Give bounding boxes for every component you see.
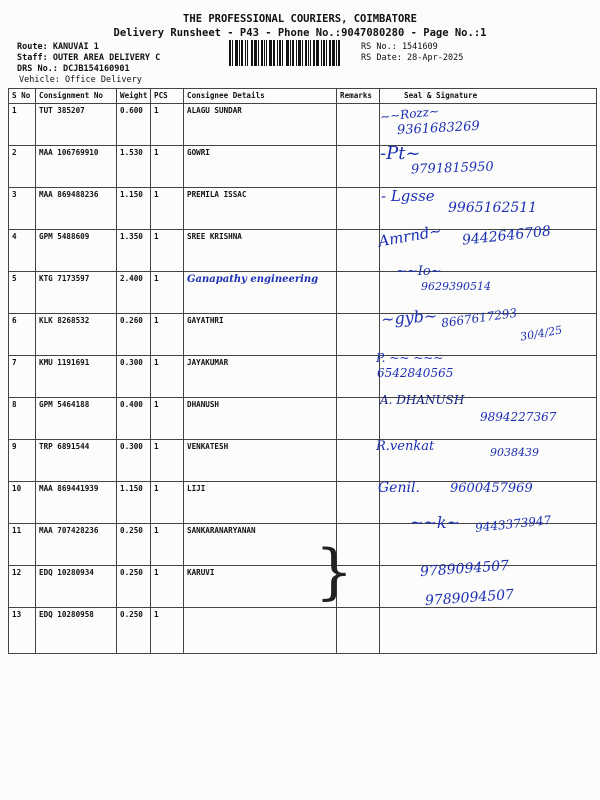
remarks-cell <box>337 608 380 654</box>
pcs-cell: 1 <box>151 482 184 524</box>
remarks-cell <box>337 188 380 230</box>
remarks-cell <box>337 482 380 524</box>
signature-date: 30/4/25 <box>519 323 564 344</box>
signature-mark: Amrnd~ <box>376 221 444 251</box>
consignee-cell: DHANUSH <box>184 398 337 440</box>
pcs-cell: 1 <box>151 314 184 356</box>
consignment-cell: MAA 869441939 <box>36 482 117 524</box>
consignment-cell: KLK 8268532 <box>36 314 117 356</box>
runsheet-subtitle: Delivery Runsheet - P43 - Phone No.:9047080280 - Page No.:1 <box>113 27 487 39</box>
remarks-cell <box>337 398 380 440</box>
signature-mark: P. ~~ ~~~ <box>376 351 444 365</box>
weight-cell: 0.260 <box>117 314 151 356</box>
table-row <box>9 356 597 398</box>
weight-cell: 0.250 <box>117 524 151 566</box>
col-consignee: Consignee Details <box>184 89 337 104</box>
weight-cell: 1.150 <box>117 482 151 524</box>
signature-mark: ~gyb~ <box>380 306 438 329</box>
col-signature: Seal & Signature <box>380 89 597 104</box>
signature-name: A. DHANUSH <box>380 393 465 407</box>
signature-name: R.venkat <box>376 439 435 454</box>
signature-mark: ~~Rozz~ <box>379 103 440 125</box>
sno-cell: 1 <box>9 104 36 146</box>
consignment-cell: TRP 6891544 <box>36 440 117 482</box>
table-row <box>9 104 597 146</box>
sno-cell: 3 <box>9 188 36 230</box>
consignment-cell: GPM 5464188 <box>36 398 117 440</box>
signature-mark: ~~k~ <box>410 513 460 532</box>
pcs-cell: 1 <box>151 566 184 608</box>
rs-date: RS Date: 28-Apr-2025 <box>361 53 464 63</box>
col-consignment: Consignment No <box>36 89 117 104</box>
signature-mark: ~~Io~ <box>396 264 442 279</box>
weight-cell: 2.400 <box>117 272 151 314</box>
remarks-cell <box>337 314 380 356</box>
drs-label: DRS No.: DCJB154160901 <box>17 64 130 74</box>
sno-cell: 2 <box>9 146 36 188</box>
weight-cell: 1.150 <box>117 188 151 230</box>
pcs-cell: 1 <box>151 230 184 272</box>
remarks-cell <box>337 146 380 188</box>
pcs-cell: 1 <box>151 146 184 188</box>
consignment-cell: MAA 106769910 <box>36 146 117 188</box>
vehicle-label: Vehicle: Office Delivery <box>19 75 142 85</box>
signature-cell <box>380 608 597 654</box>
consignee-cell: GOWRI <box>184 146 337 188</box>
consignee-cell: VENKATESH <box>184 440 337 482</box>
sno-cell: 12 <box>9 566 36 608</box>
col-remarks: Remarks <box>337 89 380 104</box>
sno-cell: 11 <box>9 524 36 566</box>
rs-no: RS No.: 1541609 <box>361 42 438 52</box>
signature-phone: 9965162511 <box>448 200 538 216</box>
pcs-cell: 1 <box>151 188 184 230</box>
weight-cell: 0.300 <box>117 356 151 398</box>
signature-name: Genil. <box>378 480 420 496</box>
sno-cell: 9 <box>9 440 36 482</box>
pcs-cell: 1 <box>151 356 184 398</box>
table-header-row <box>9 89 597 104</box>
consignee-cell: JAYAKUMAR <box>184 356 337 398</box>
consignee-cell: KARUVI <box>184 566 337 608</box>
consignee-cell: SREE KRISHNA <box>184 230 337 272</box>
pcs-cell: 1 <box>151 524 184 566</box>
consignment-cell: EDQ 10280958 <box>36 608 117 654</box>
consignee-cell: GAYATHRI <box>184 314 337 356</box>
signature-phone: 9443373947 <box>474 513 552 535</box>
signature-phone: 9789094507 <box>419 557 510 581</box>
company-title: THE PROFESSIONAL COURIERS, COIMBATORE <box>183 13 417 25</box>
sno-cell: 4 <box>9 230 36 272</box>
signature-phone: 9361683269 <box>396 118 481 139</box>
bracket-mark: } <box>315 537 354 607</box>
pcs-cell: 1 <box>151 272 184 314</box>
consignment-cell: KTG 7173597 <box>36 272 117 314</box>
signature-phone: 9600457969 <box>450 481 533 496</box>
weight-cell: 0.250 <box>117 608 151 654</box>
signature-phone: 8667617293 <box>440 305 518 331</box>
signature-phone: 9038439 <box>490 446 539 459</box>
barcode <box>229 40 354 66</box>
consignee-cell <box>184 608 337 654</box>
weight-cell: 1.350 <box>117 230 151 272</box>
sno-cell: 5 <box>9 272 36 314</box>
signature-mark: - Lgsse <box>381 187 435 205</box>
staff-label: Staff: OUTER AREA DELIVERY C <box>17 53 161 63</box>
col-pcs: PCS <box>151 89 184 104</box>
sno-cell: 10 <box>9 482 36 524</box>
weight-cell: 0.600 <box>117 104 151 146</box>
consignment-cell: MAA 707428236 <box>36 524 117 566</box>
consignee-cell: PREMILA ISSAC <box>184 188 337 230</box>
consignee-cell: LIJI <box>184 482 337 524</box>
sno-cell: 6 <box>9 314 36 356</box>
consignment-cell: GPM 5488609 <box>36 230 117 272</box>
consignment-cell: TUT 385207 <box>36 104 117 146</box>
col-sno: S No <box>9 89 36 104</box>
consignment-cell: MAA 869488236 <box>36 188 117 230</box>
weight-cell: 0.300 <box>117 440 151 482</box>
pcs-cell: 1 <box>151 104 184 146</box>
pcs-cell: 1 <box>151 398 184 440</box>
signature-phone: 9629390514 <box>421 280 491 293</box>
consignee-cell: ALAGU SUNDAR <box>184 104 337 146</box>
remarks-cell <box>337 104 380 146</box>
pcs-cell: 1 <box>151 608 184 654</box>
weight-cell: 1.530 <box>117 146 151 188</box>
route-label: Route: KANUVAI 1 <box>17 42 99 52</box>
weight-cell: 0.250 <box>117 566 151 608</box>
consignment-cell: EDQ 10280934 <box>36 566 117 608</box>
sno-cell: 13 <box>9 608 36 654</box>
pcs-cell: 1 <box>151 440 184 482</box>
sno-cell: 8 <box>9 398 36 440</box>
table-row <box>9 608 597 654</box>
signature-phone: 9442646708 <box>461 223 552 249</box>
consignee-cell: SANKARANARYANAN <box>184 524 337 566</box>
table-row <box>9 146 597 188</box>
signature-phone: 6542840565 <box>377 366 454 380</box>
weight-cell: 0.400 <box>117 398 151 440</box>
col-weight: Weight <box>117 89 151 104</box>
signature-phone: 9789094507 <box>424 586 515 610</box>
remarks-cell <box>337 230 380 272</box>
remarks-cell <box>337 272 380 314</box>
consignee-cell <box>184 272 337 314</box>
sno-cell: 7 <box>9 356 36 398</box>
signature-phone: 9894227367 <box>480 410 557 424</box>
remarks-cell <box>337 440 380 482</box>
signature-phone: 9791815950 <box>410 159 494 178</box>
remarks-cell <box>337 356 380 398</box>
signature-mark: -Pt~ <box>380 143 421 164</box>
handwritten-consignee: Ganapathy engineering <box>187 274 319 285</box>
consignment-cell: KMU 1191691 <box>36 356 117 398</box>
